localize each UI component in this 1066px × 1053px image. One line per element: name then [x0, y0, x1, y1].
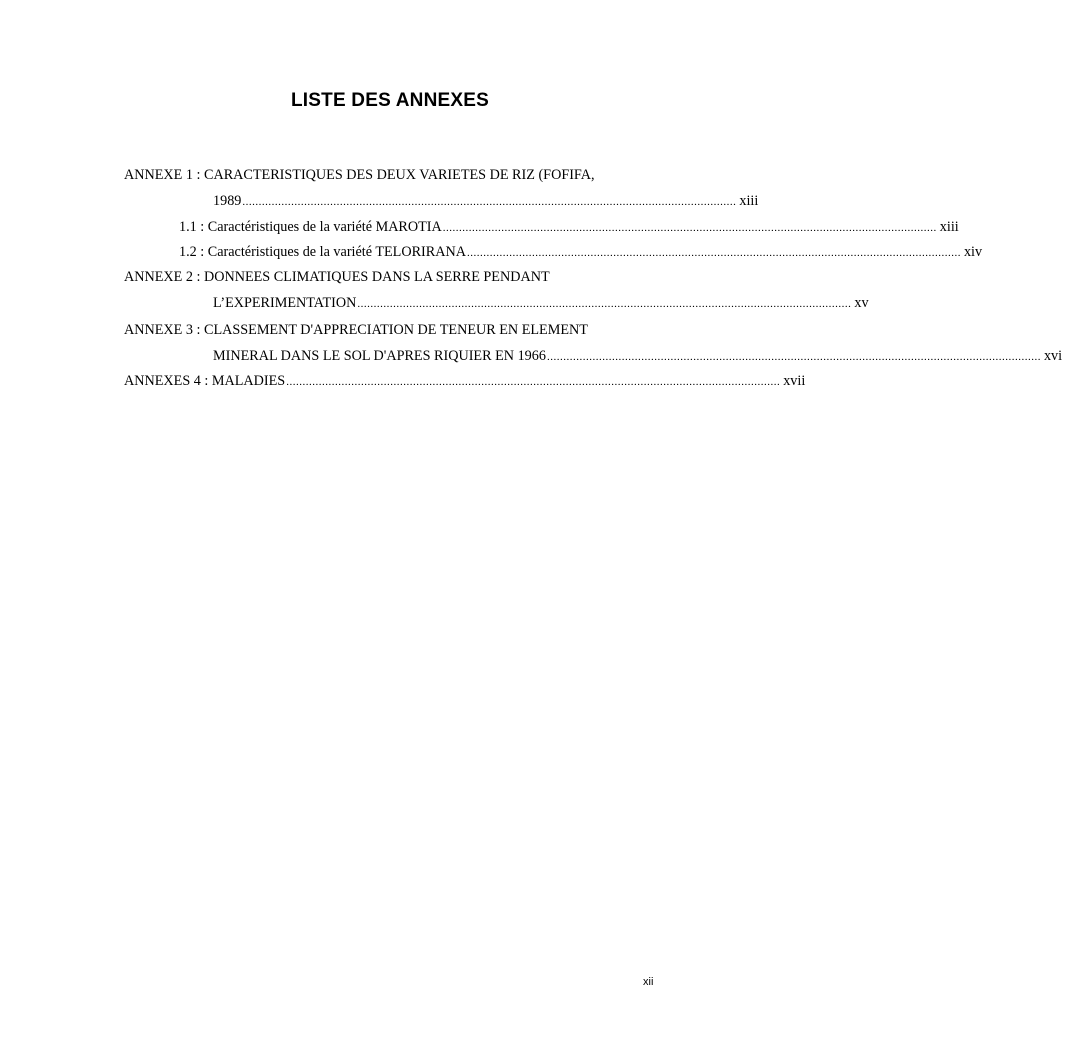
annex-1-2-title: 1.2 : Caractéristiques de la variété TELORIRANA: [179, 244, 466, 260]
annex-1-2-entry[interactable]: [179, 243, 983, 261]
annex-1-1-title: 1.1 : Caractéristiques de la variété MAROTIA: [179, 219, 442, 235]
annex-3-title-continuation: MINERAL DANS LE SOL D'APRES RIQUIER EN 1966: [213, 348, 546, 364]
dot-leader: ........................................................................................................................................................: [546, 351, 1041, 363]
annex-1-entry[interactable]: [213, 192, 759, 210]
annex-2-page-ref: xv: [854, 295, 869, 311]
annex-3-entry[interactable]: [213, 347, 1063, 365]
dot-leader: ........................................................................................................................................................: [466, 247, 961, 259]
dot-leader: ........................................................................................................................................................: [442, 222, 937, 234]
annex-4-title: ANNEXES 4 : MALADIES: [124, 373, 286, 389]
annex-1-1-entry[interactable]: [179, 218, 959, 236]
annex-1-title-continuation: 1989: [213, 193, 242, 209]
annex-1-1-page-ref: xiii: [939, 219, 959, 235]
annex-1-title-line: ANNEXE 1 : CARACTERISTIQUES DES DEUX VARIETES DE RIZ (FOFIFA,: [124, 167, 595, 183]
annex-1-page-ref: xiii: [739, 193, 759, 209]
annex-3-title-line: ANNEXE 3 : CLASSEMENT D'APPRECIATION DE TENEUR EN ELEMENT: [124, 322, 588, 338]
dot-leader: ........................................................................................................................................................: [242, 196, 737, 208]
annex-2-entry[interactable]: [213, 294, 869, 312]
annex-2-title-line: ANNEXE 2 : DONNEES CLIMATIQUES DANS LA SERRE PENDANT: [124, 269, 550, 285]
annex-1-2-page-ref: xiv: [963, 244, 983, 260]
annex-4-entry[interactable]: [124, 372, 806, 390]
dot-leader: ........................................................................................................................................................: [286, 376, 781, 388]
page-title: LISTE DES ANNEXES: [290, 90, 489, 111]
annex-2-title-continuation: L’EXPERIMENTATION: [213, 295, 357, 311]
annex-3-page-ref: xvi: [1043, 348, 1063, 364]
dot-leader: ........................................................................................................................................................: [357, 298, 852, 310]
annex-4-page-ref: xvii: [783, 373, 806, 389]
page-number: xii: [643, 976, 654, 988]
